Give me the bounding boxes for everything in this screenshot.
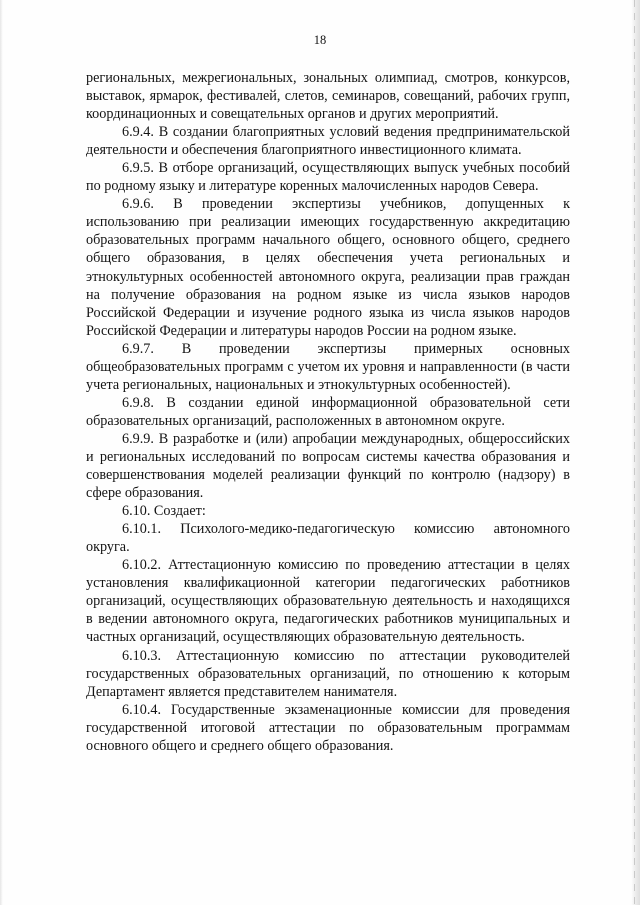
paragraph-6-9-4: 6.9.4. В создании благоприятных условий ведения предпринимательской деятельности и обеспечения благоприятного инвестиционного климата. [86, 124, 570, 159]
page-number: 18 [313, 33, 327, 47]
paragraph-6-10-1: 6.10.1. Психолого-медико-педагогическую комиссию автономного округа. [86, 521, 570, 556]
paragraph-6-10: 6.10. Создает: [122, 503, 206, 520]
paragraph-6-9-6: 6.9.6. В проведении экспертизы учебников, допущенных к использованию при реализации имеющих государственную аккредитацию образовательных программ начального общего, основного общего, среднего общего образования, в целях обеспечения учета региональных и этнокультурных особенностей автономного округа, реализации прав граждан на получение образования на родном языке из числа языков народов Российской Федерации и изучение родного языка из числа языков народов Российской Федерации и литературы народов России на родном языке. [86, 196, 570, 339]
scan-left-edge [0, 0, 3, 905]
paragraph-6-9-8: 6.9.8. В создании единой информационной образовательной сети образовательных организаций, расположенных в автономном округе. [86, 394, 570, 429]
paragraph-6-10-4: 6.10.4. Государственные экзаменационные комиссии для проведения государственной итоговой аттестации по образовательным программам основного общего и среднего общего образования. [86, 701, 570, 754]
scan-right-edge [631, 0, 640, 905]
document-body [86, 69, 570, 755]
paragraph-6-9-7: 6.9.7. В проведении экспертизы примерных основных общеобразовательных программ с учетом их уровня и направленности (в части учета региональных, национальных и этнокультурных особенностей). [86, 340, 570, 393]
paragraph-6-10-2: 6.10.2. Аттестационную комиссию по проведению аттестации в целях установления квалификационной категории педагогических работников организаций, осуществляющих образовательную деятельность и находящихся в ведении автономного округа, педагогических работников муниципальных и частных организаций, осуществляющих образовательную деятельность. [86, 557, 570, 646]
paragraph-6-9-5: 6.9.5. В отборе организаций, осуществляющих выпуск учебных пособий по родному языку и литературе коренных малочисленных народов Севера. [86, 160, 570, 195]
paragraph-continuation: региональных, межрегиональных, зональных олимпиад, смотров, конкурсов, выставок, ярмарок, фестивалей, слетов, семинаров, совещаний, рабочих групп, координационных и совещательных органов и других мероприятий. [86, 70, 570, 123]
paragraph-6-9-9: 6.9.9. В разработке и (или) апробации международных, общероссийских и региональных исследований по вопросам системы качества образования и совершенствования моделей реализации функций по контролю (надзору) в сфере образования. [86, 430, 570, 502]
paragraph-6-10-3: 6.10.3. Аттестационную комиссию по аттестации руководителей государственных образовательных организаций, по отношению к которым Департамент является представителем нанимателя. [86, 647, 570, 700]
